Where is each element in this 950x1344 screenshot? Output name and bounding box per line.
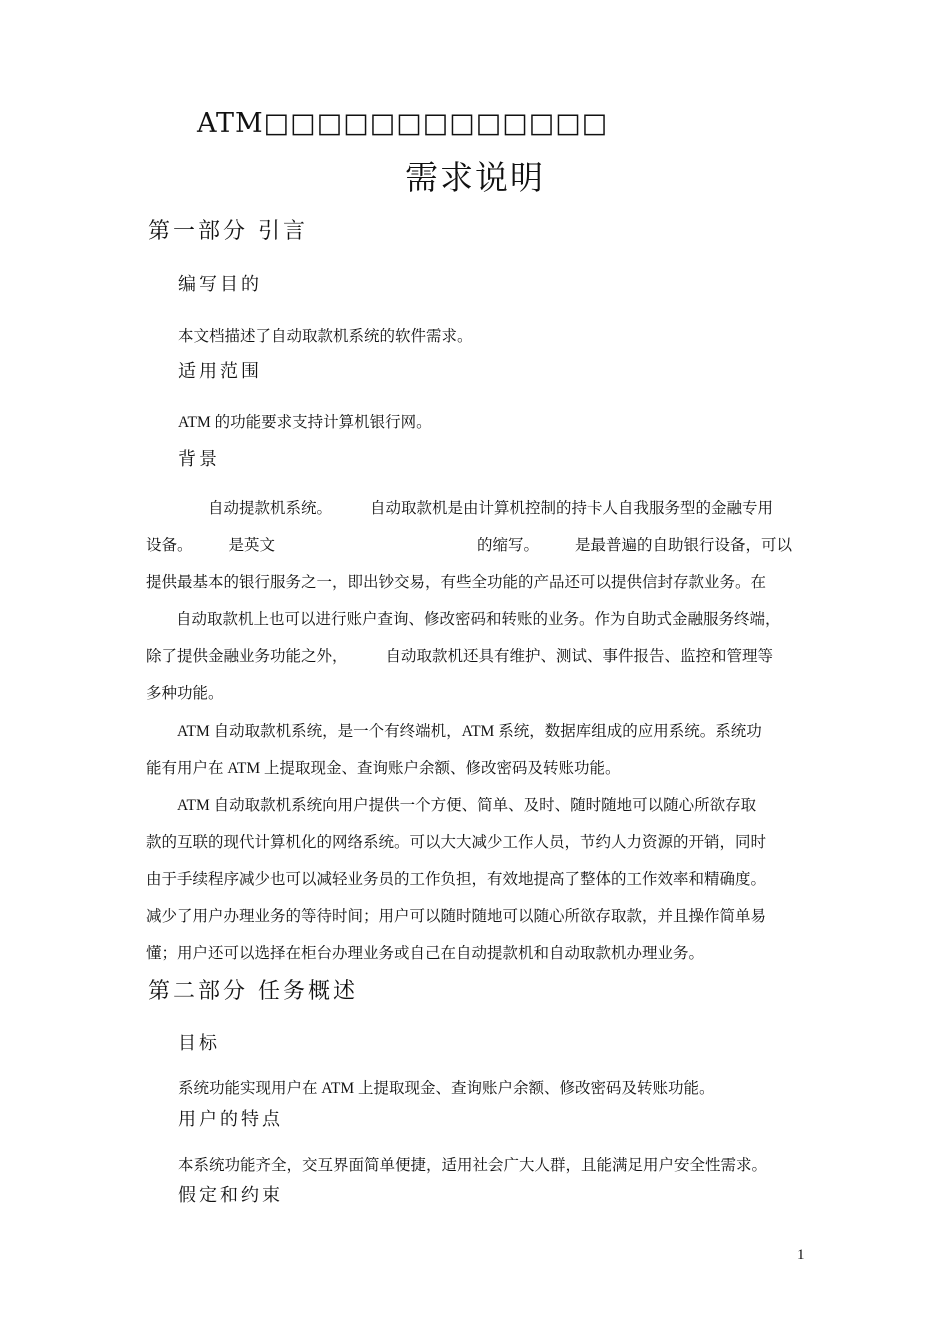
paragraph-line: ATM 自动取款机系统，是一个有终端机，ATM 系统，数据库组成的应用系统。系统功: [177, 723, 762, 740]
paragraph-line: 懂；用户还可以选择在柜台办理业务或自己在自动提款机和自动取款机办理业务。: [146, 945, 705, 962]
paragraph-line: 款的互联的现代计算机化的网络系统。可以大大减少工作人员，节约人力资源的开销，同时: [146, 834, 767, 851]
page-number: 1: [797, 1247, 805, 1263]
paragraph-line: 除了提供金融业务功能之外， 自动取款机还具有维护、测试、事件报告、监控和管理等: [146, 648, 774, 665]
paragraph-line: 能有用户在 ATM 上提取现金、查询账户余额、修改密码及转账功能。: [146, 760, 621, 777]
paragraph-line: ATM 自动取款机系统向用户提供一个方便、简单、及时、随时随地可以随心所欲存取: [177, 797, 757, 814]
document-title-line1: ATM□□□□□□□□□□□□□: [197, 108, 609, 139]
section-heading-assumptions: 假定和约束: [178, 1185, 283, 1206]
paragraph-line: 设备。 是英文 的缩写。 是最普遍的自助银行设备，可以: [146, 537, 793, 554]
paragraph-line: 由于手续程序减少也可以减轻业务员的工作负担，有效地提高了整体的工作效率和精确度。: [146, 871, 767, 888]
paragraph-line: 减少了用户办理业务的等待时间；用户可以随时随地可以随心所欲存取款，并且操作简单易: [146, 908, 767, 925]
section-heading-user-traits: 用户的特点: [178, 1109, 283, 1130]
section-text-user-traits: 本系统功能齐全，交互界面简单便捷，适用社会广大人群，且能满足用户安全性需求。: [178, 1157, 768, 1174]
paragraph-line: 自动取款机上也可以进行账户查询、修改密码和转账的业务。作为自助式金融服务终端，: [176, 611, 781, 628]
section-heading-goal: 目标: [178, 1033, 220, 1054]
section-heading-purpose: 编写目的: [178, 274, 262, 295]
background-paragraph-1: [146, 490, 806, 712]
section-text-goal: 系统功能实现用户在 ATM 上提取现金、查询账户余额、修改密码及转账功能。: [178, 1080, 715, 1097]
section-text-purpose: 本文档描述了自动取款机系统的软件需求。: [178, 328, 473, 345]
document-title: 需求说明: [405, 158, 545, 197]
part2-heading: 第二部分 任务概述: [148, 979, 358, 1004]
section-heading-scope: 适用范围: [178, 361, 262, 382]
section-heading-background: 背景: [178, 449, 220, 470]
part1-heading: 第一部分 引言: [148, 219, 308, 244]
background-paragraph-3: [146, 787, 806, 972]
paragraph-line: 提供最基本的银行服务之一，即出钞交易，有些全功能的产品还可以提供信封存款业务。在: [146, 574, 767, 591]
paragraph-line: 多种功能。: [146, 685, 224, 702]
background-paragraph-2: [146, 713, 806, 787]
section-text-scope: ATM 的功能要求支持计算机银行网。: [178, 414, 432, 431]
paragraph-line: 自动提款机系统。 自动取款机是由计算机控制的持卡人自我服务型的金融专用: [208, 500, 774, 517]
